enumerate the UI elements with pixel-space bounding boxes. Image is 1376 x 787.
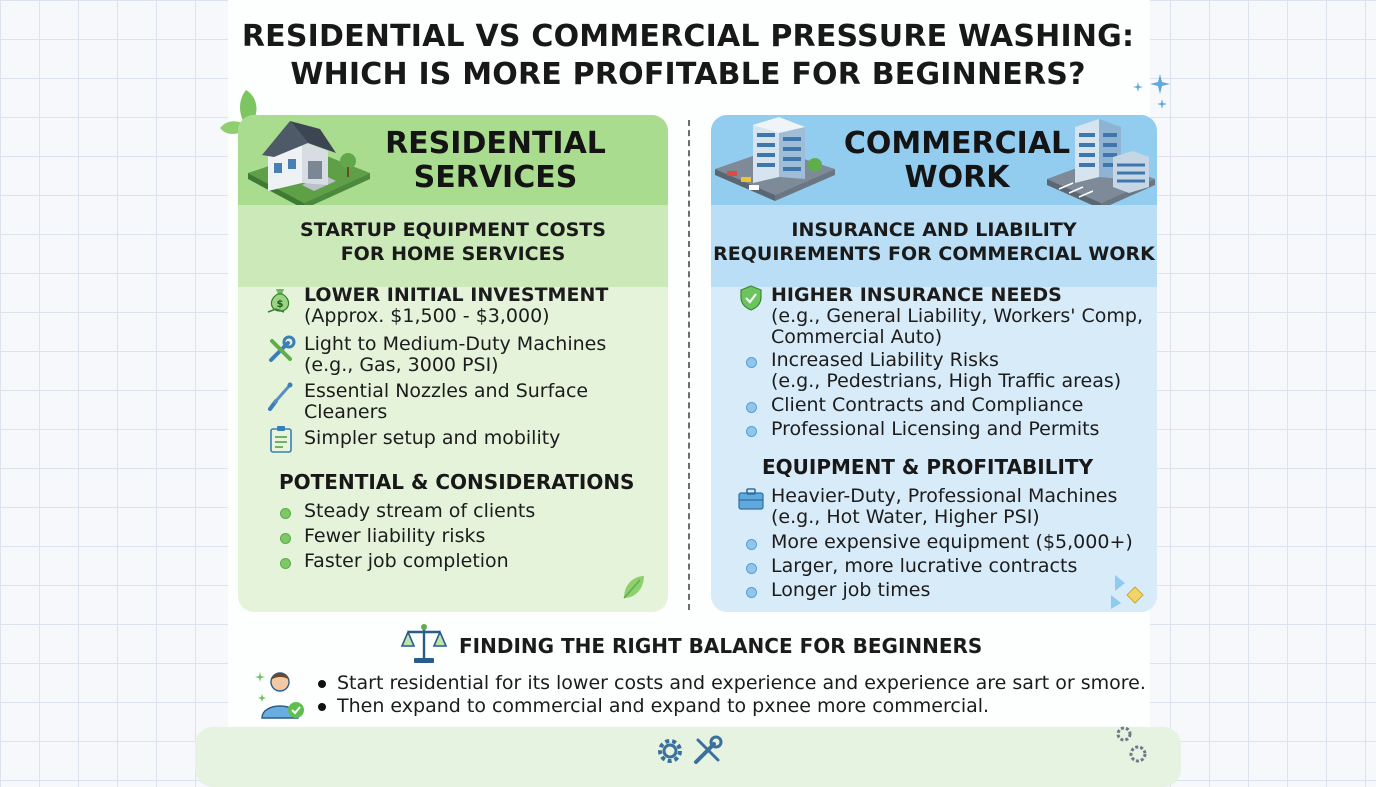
commercial-heading-line-1: COMMERCIAL — [843, 126, 1071, 161]
bullet-dot — [746, 357, 757, 368]
commercial-insurance-detail-1: (e.g., General Liability, Workers' Comp, — [771, 305, 1144, 327]
balance-item-2: Then expand to commercial and expand to pxnee more commercial. — [337, 695, 990, 717]
residential-heading-line-2: SERVICES — [413, 160, 578, 195]
bullet-dot — [746, 539, 757, 550]
sparkle-icon — [1128, 72, 1172, 114]
bullet-dot — [746, 563, 757, 574]
commercial-subheading — [711, 218, 1157, 266]
commercial-bullet-4: More expensive equipment ($5,000+) — [771, 531, 1133, 553]
commercial-header — [711, 115, 1157, 205]
bullet-dot — [280, 508, 291, 519]
leaf-icon — [618, 572, 648, 602]
residential-panel — [238, 115, 668, 612]
person-check-icon — [252, 666, 308, 722]
residential-item-4-title: Simpler setup and mobility — [304, 427, 561, 449]
scales-icon — [400, 622, 448, 666]
bullet-dot — [280, 533, 291, 544]
commercial-bullet-3: Professional Licensing and Permits — [771, 418, 1100, 440]
commercial-equipment-detail: (e.g., Hot Water, Higher PSI) — [771, 506, 1040, 528]
residential-bullet-3: Faster job completion — [304, 550, 509, 572]
commercial-section-2-title: EQUIPMENT & PROFITABILITY — [762, 455, 1094, 479]
bullet-dot — [280, 558, 291, 569]
residential-item-3-title: Essential Nozzles and Surface — [304, 380, 589, 402]
gears-icon — [1110, 722, 1152, 766]
balance-item-1: Start residential for its lower costs and experience and experience are sart or smore. — [337, 672, 1146, 694]
commercial-heading-line-2: WORK — [904, 160, 1010, 195]
title-line-2: WHICH IS MORE PROFITABLE FOR BEGINNERS? — [290, 57, 1086, 92]
panel-divider — [688, 120, 690, 610]
title-line-1: RESIDENTIAL VS COMMERCIAL PRESSURE WASHING: — [241, 19, 1135, 54]
tools-icon — [266, 335, 296, 365]
residential-header — [238, 115, 668, 205]
house-icon — [244, 115, 372, 211]
commercial-insurance-title: HIGHER INSURANCE NEEDS — [771, 284, 1062, 306]
residential-subheading-line-1: STARTUP EQUIPMENT COSTS — [300, 219, 606, 241]
balance-title: FINDING THE RIGHT BALANCE FOR BEGINNERS — [459, 634, 983, 658]
balance-bullet-dot — [318, 703, 326, 711]
residential-item-2-title: Light to Medium-Duty Machines — [304, 333, 607, 355]
commercial-equipment-title: Heavier-Duty, Professional Machines — [771, 485, 1118, 507]
residential-item-1-detail: (Approx. $1,500 - $3,000) — [304, 305, 550, 327]
svg-text:$: $ — [276, 299, 284, 310]
residential-item-1-title: LOWER INITIAL INVESTMENT — [304, 284, 609, 306]
commercial-subheading-line-1: INSURANCE AND LIABILITY — [791, 219, 1077, 241]
footer-band — [195, 727, 1181, 787]
residential-section-2-title: POTENTIAL & CONSIDERATIONS — [279, 470, 635, 494]
wrench-icon — [690, 734, 724, 768]
commercial-bullet-1-title: Increased Liability Risks — [771, 349, 999, 371]
residential-item-3-detail: Cleaners — [304, 401, 388, 423]
residential-bullet-1: Steady stream of clients — [304, 500, 536, 522]
office-complex-icon — [1045, 115, 1157, 211]
bullet-dot — [746, 587, 757, 598]
bullet-dot — [746, 426, 757, 437]
commercial-bullet-6: Longer job times — [771, 579, 931, 601]
spray-nozzle-icon — [266, 381, 294, 411]
residential-heading — [378, 127, 613, 195]
commercial-insurance-detail-2: Commercial Auto) — [771, 326, 943, 348]
residential-heading-line-1: RESIDENTIAL — [385, 126, 606, 161]
residential-item-2-detail: (e.g., Gas, 3000 PSI) — [304, 354, 499, 376]
money-bag-icon — [266, 285, 294, 315]
briefcase-icon — [737, 487, 765, 511]
shield-check-icon — [739, 285, 763, 311]
residential-subheading-line-2: FOR HOME SERVICES — [340, 243, 566, 265]
commercial-bullet-2: Client Contracts and Compliance — [771, 394, 1084, 416]
commercial-panel — [711, 115, 1157, 612]
commercial-subheader — [711, 205, 1157, 287]
gear-icon — [653, 734, 687, 768]
diamond-sparkle-icon — [1107, 571, 1145, 611]
residential-subheader — [238, 205, 668, 287]
commercial-bullet-5: Larger, more lucrative contracts — [771, 555, 1078, 577]
office-building-icon — [713, 115, 837, 205]
commercial-bullet-1-detail: (e.g., Pedestrians, High Traffic areas) — [771, 370, 1122, 392]
residential-bullet-2: Fewer liability risks — [304, 525, 486, 547]
bullet-dot — [746, 402, 757, 413]
residential-subheading — [238, 218, 668, 266]
commercial-subheading-line-2: REQUIREMENTS FOR COMMERCIAL WORK — [713, 243, 1155, 265]
balance-bullet-dot — [318, 680, 326, 688]
clipboard-icon — [268, 425, 294, 453]
